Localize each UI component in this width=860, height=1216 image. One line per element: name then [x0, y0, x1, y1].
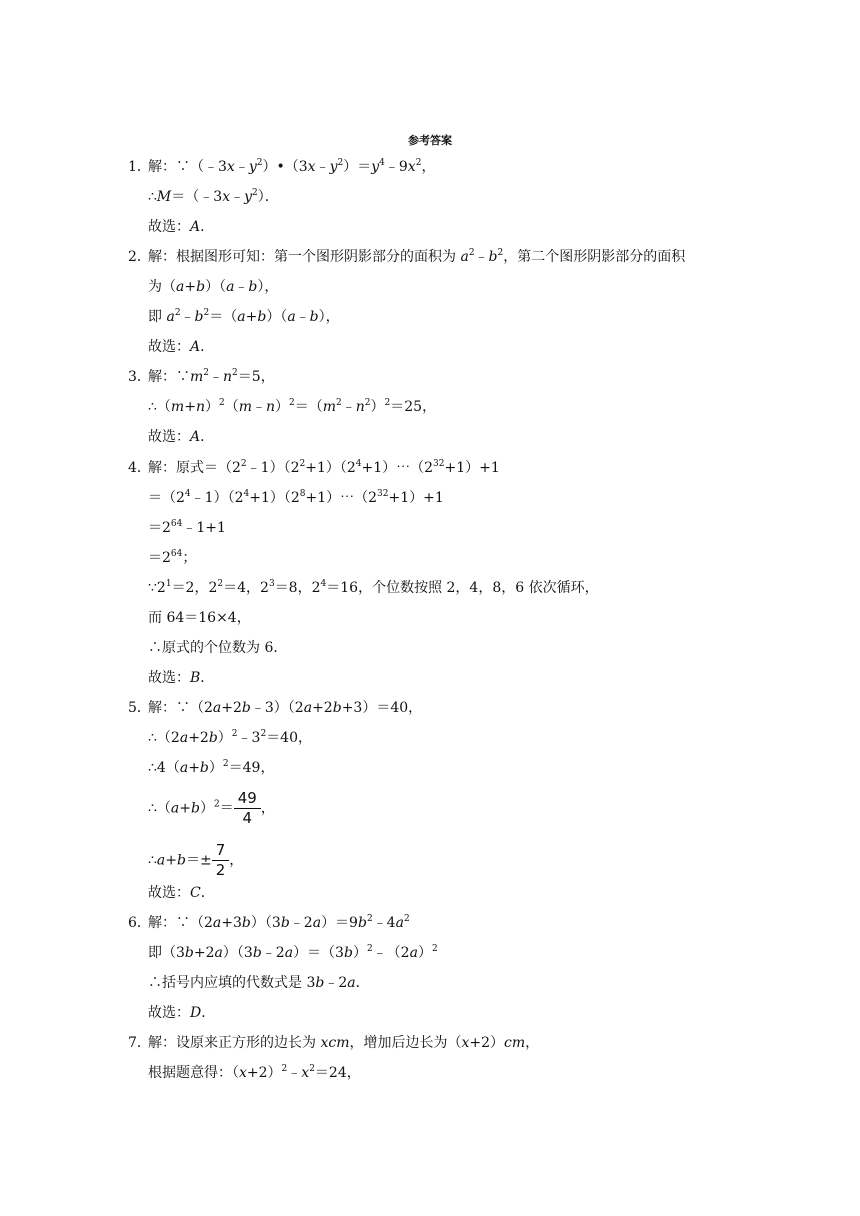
item-6-number: 6．	[128, 915, 151, 931]
fraction-49-4: $\frac{49}{4}$	[236, 790, 259, 827]
item-4-number: 4．	[128, 460, 151, 476]
page-title: 参考答案	[408, 134, 452, 147]
item-5-number: 5．	[128, 700, 151, 716]
item-1-number: 1．	[128, 159, 151, 175]
fraction-7-2: $\frac{7}{2}$	[214, 842, 228, 879]
item-7-number: 7．	[128, 1035, 151, 1051]
item-3-number: 3．	[128, 369, 151, 385]
item-1-text-1: 解：$\because(﹣3x﹣y^2)•(3x﹣y^2)=y^4﹣9x^2$，	[148, 158, 436, 175]
item-2-number: 2．	[128, 249, 151, 265]
